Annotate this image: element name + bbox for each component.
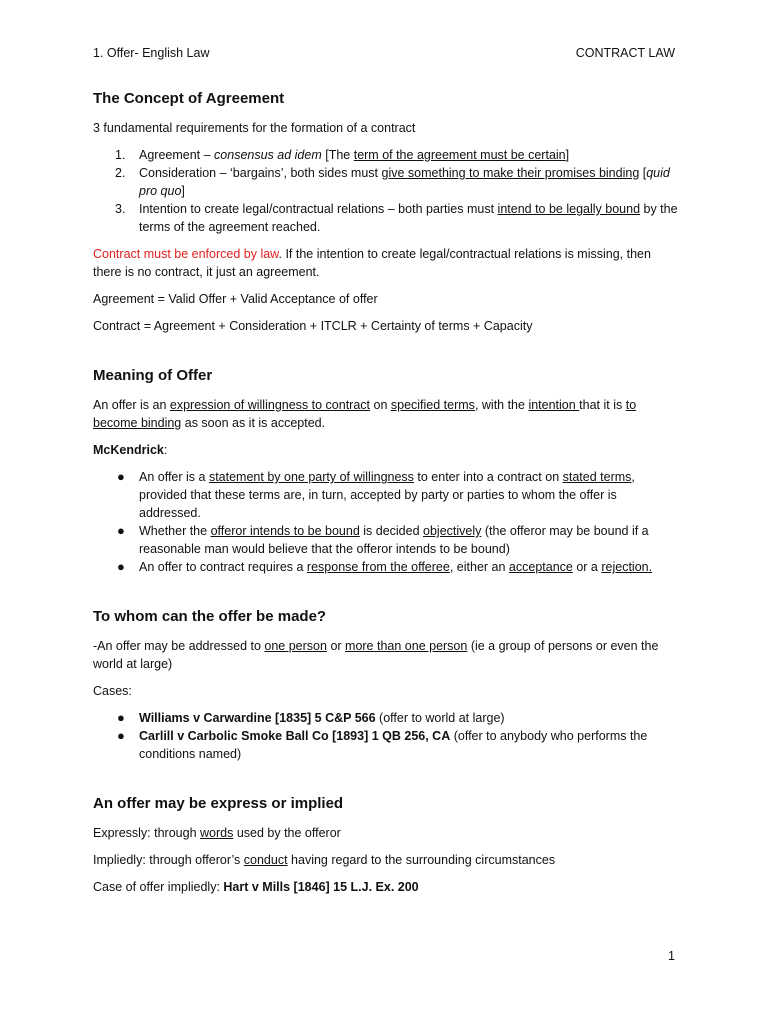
- text: Whether the: [139, 524, 211, 538]
- case-citation: Williams v Carwardine [1835] 5 C&P 566: [139, 711, 376, 725]
- implied-case-paragraph: [93, 878, 678, 896]
- bullet-icon: ●: [117, 710, 125, 725]
- text: Expressly: through: [93, 826, 200, 840]
- underlined-text: response from the offeree: [306, 560, 450, 574]
- text: -An offer may be addressed to: [93, 639, 265, 653]
- latin-term: consensus ad idem: [214, 148, 322, 162]
- offer-definition: [93, 396, 678, 432]
- addressee-paragraph: [93, 637, 678, 673]
- underlined-text: intention: [528, 398, 580, 412]
- express-paragraph: [93, 824, 678, 842]
- mckendrick-points: [93, 468, 678, 576]
- agreement-equation: Agreement = Valid Offer + Valid Acceptance of offer: [93, 292, 378, 306]
- underlined-text: stated terms: [562, 470, 632, 484]
- text: , either an: [449, 560, 509, 574]
- contract-equation: Contract = Agreement + Consideration + ITCLR + Certainty of terms + Capacity: [93, 319, 533, 333]
- text: ]: [565, 148, 570, 162]
- list-item: [93, 727, 678, 763]
- text: :: [163, 443, 168, 457]
- heading-to-whom: To whom can the offer be made?: [93, 608, 327, 625]
- text: (ie a group of persons or even the world at large): [93, 639, 659, 671]
- heading-express-or-implied: An offer may be express or implied: [93, 795, 344, 812]
- text: is decided: [359, 524, 424, 538]
- list-item: [93, 468, 678, 522]
- underlined-text: conduct: [243, 853, 288, 867]
- author-label: [93, 441, 678, 459]
- underlined-text: words: [200, 826, 234, 840]
- bullet-icon: ●: [117, 469, 125, 484]
- text: [The: [321, 148, 354, 162]
- text: (offer to anybody who performs the conditions named): [139, 729, 648, 761]
- text: . If the intention to create legal/contractual relations is missing, then there is no contract, it just an agreement.: [93, 247, 651, 279]
- text: or: [326, 639, 346, 653]
- underlined-text: specified terms: [390, 398, 475, 412]
- list-item: [93, 709, 678, 727]
- implied-paragraph: [93, 851, 678, 869]
- page-number: 1: [668, 949, 675, 963]
- text: Consideration – ‘bargains’, both sides must: [139, 166, 382, 180]
- list-number: 2.: [115, 166, 126, 180]
- text: , provided that these terms are, in turn, accepted by party or parties to whom the offer is addressed.: [139, 470, 635, 520]
- enforcement-paragraph: [93, 245, 678, 281]
- bullet-icon: ●: [117, 523, 125, 538]
- text: as soon as it is accepted.: [181, 416, 326, 430]
- text: An offer is a: [139, 470, 209, 484]
- text: Case of offer impliedly:: [93, 880, 224, 894]
- text: on: [370, 398, 391, 412]
- red-emphasis: Contract must be enforced by law: [93, 247, 279, 261]
- bullet-icon: ●: [117, 728, 125, 743]
- underlined-text: offeror intends to be bound: [210, 524, 360, 538]
- text: [: [639, 166, 647, 180]
- document-page: [93, 0, 678, 1024]
- list-item: [93, 200, 678, 236]
- cases-list: [93, 709, 678, 763]
- text: (offer to world at large): [375, 711, 505, 725]
- underlined-text: intend to be legally bound: [497, 202, 641, 216]
- cases-label: Cases:: [93, 684, 132, 698]
- underlined-text: statement by one party of willingness: [208, 470, 414, 484]
- text: Intention to create legal/contractual relations – both parties must: [139, 202, 498, 216]
- text: by the terms of the agreement reached.: [139, 202, 678, 234]
- author-name: McKendrick: [93, 443, 164, 457]
- underlined-text: term of the agreement must be certain: [353, 148, 566, 162]
- requirements-list: [93, 146, 678, 236]
- header-chapter: 1. Offer- English Law: [93, 46, 210, 60]
- list-item: [93, 164, 678, 200]
- underlined-text: rejection.: [601, 560, 653, 574]
- text: used by the offeror: [233, 826, 341, 840]
- requirements-intro: 3 fundamental requirements for the formation of a contract: [93, 121, 416, 135]
- document-body: [93, 88, 678, 896]
- underlined-text: expression of willingness to contract: [169, 398, 371, 412]
- text: , with the: [474, 398, 529, 412]
- list-item: [93, 522, 678, 558]
- text: having regard to the surrounding circumstances: [287, 853, 556, 867]
- text: that it is: [579, 398, 626, 412]
- list-number: 1.: [115, 148, 126, 162]
- text: to enter into a contract on: [413, 470, 563, 484]
- list-item: [93, 558, 678, 576]
- header-subject: CONTRACT LAW: [575, 46, 675, 60]
- underlined-text: one person: [264, 639, 327, 653]
- heading-meaning-of-offer: Meaning of Offer: [93, 367, 213, 384]
- text: (the offeror may be bound if a reasonable man would believe that the offeror intends to be bound): [139, 524, 649, 556]
- bullet-icon: ●: [117, 559, 125, 574]
- case-citation: Carlill v Carbolic Smoke Ball Co [1893] 1 QB 256, CA: [139, 729, 451, 743]
- text: An offer is an: [93, 398, 170, 412]
- text: Impliedly: through offeror’s: [93, 853, 244, 867]
- underlined-text: acceptance: [508, 560, 573, 574]
- text: An offer to contract requires a: [139, 560, 307, 574]
- underlined-text: give something to make their promises binding: [381, 166, 640, 180]
- list-item: [93, 146, 678, 164]
- underlined-text: more than one person: [345, 639, 468, 653]
- case-citation: Hart v Mills [1846] 15 L.J. Ex. 200: [223, 880, 419, 894]
- text: ]: [181, 184, 185, 198]
- page-header: [93, 44, 678, 62]
- latin-term: quid pro quo: [139, 166, 670, 198]
- list-number: 3.: [115, 202, 126, 216]
- underlined-text: to become binding: [93, 398, 637, 430]
- text: Agreement –: [139, 148, 215, 162]
- heading-concept-of-agreement: The Concept of Agreement: [93, 90, 285, 107]
- text: or a: [572, 560, 602, 574]
- underlined-text: objectively: [423, 524, 482, 538]
